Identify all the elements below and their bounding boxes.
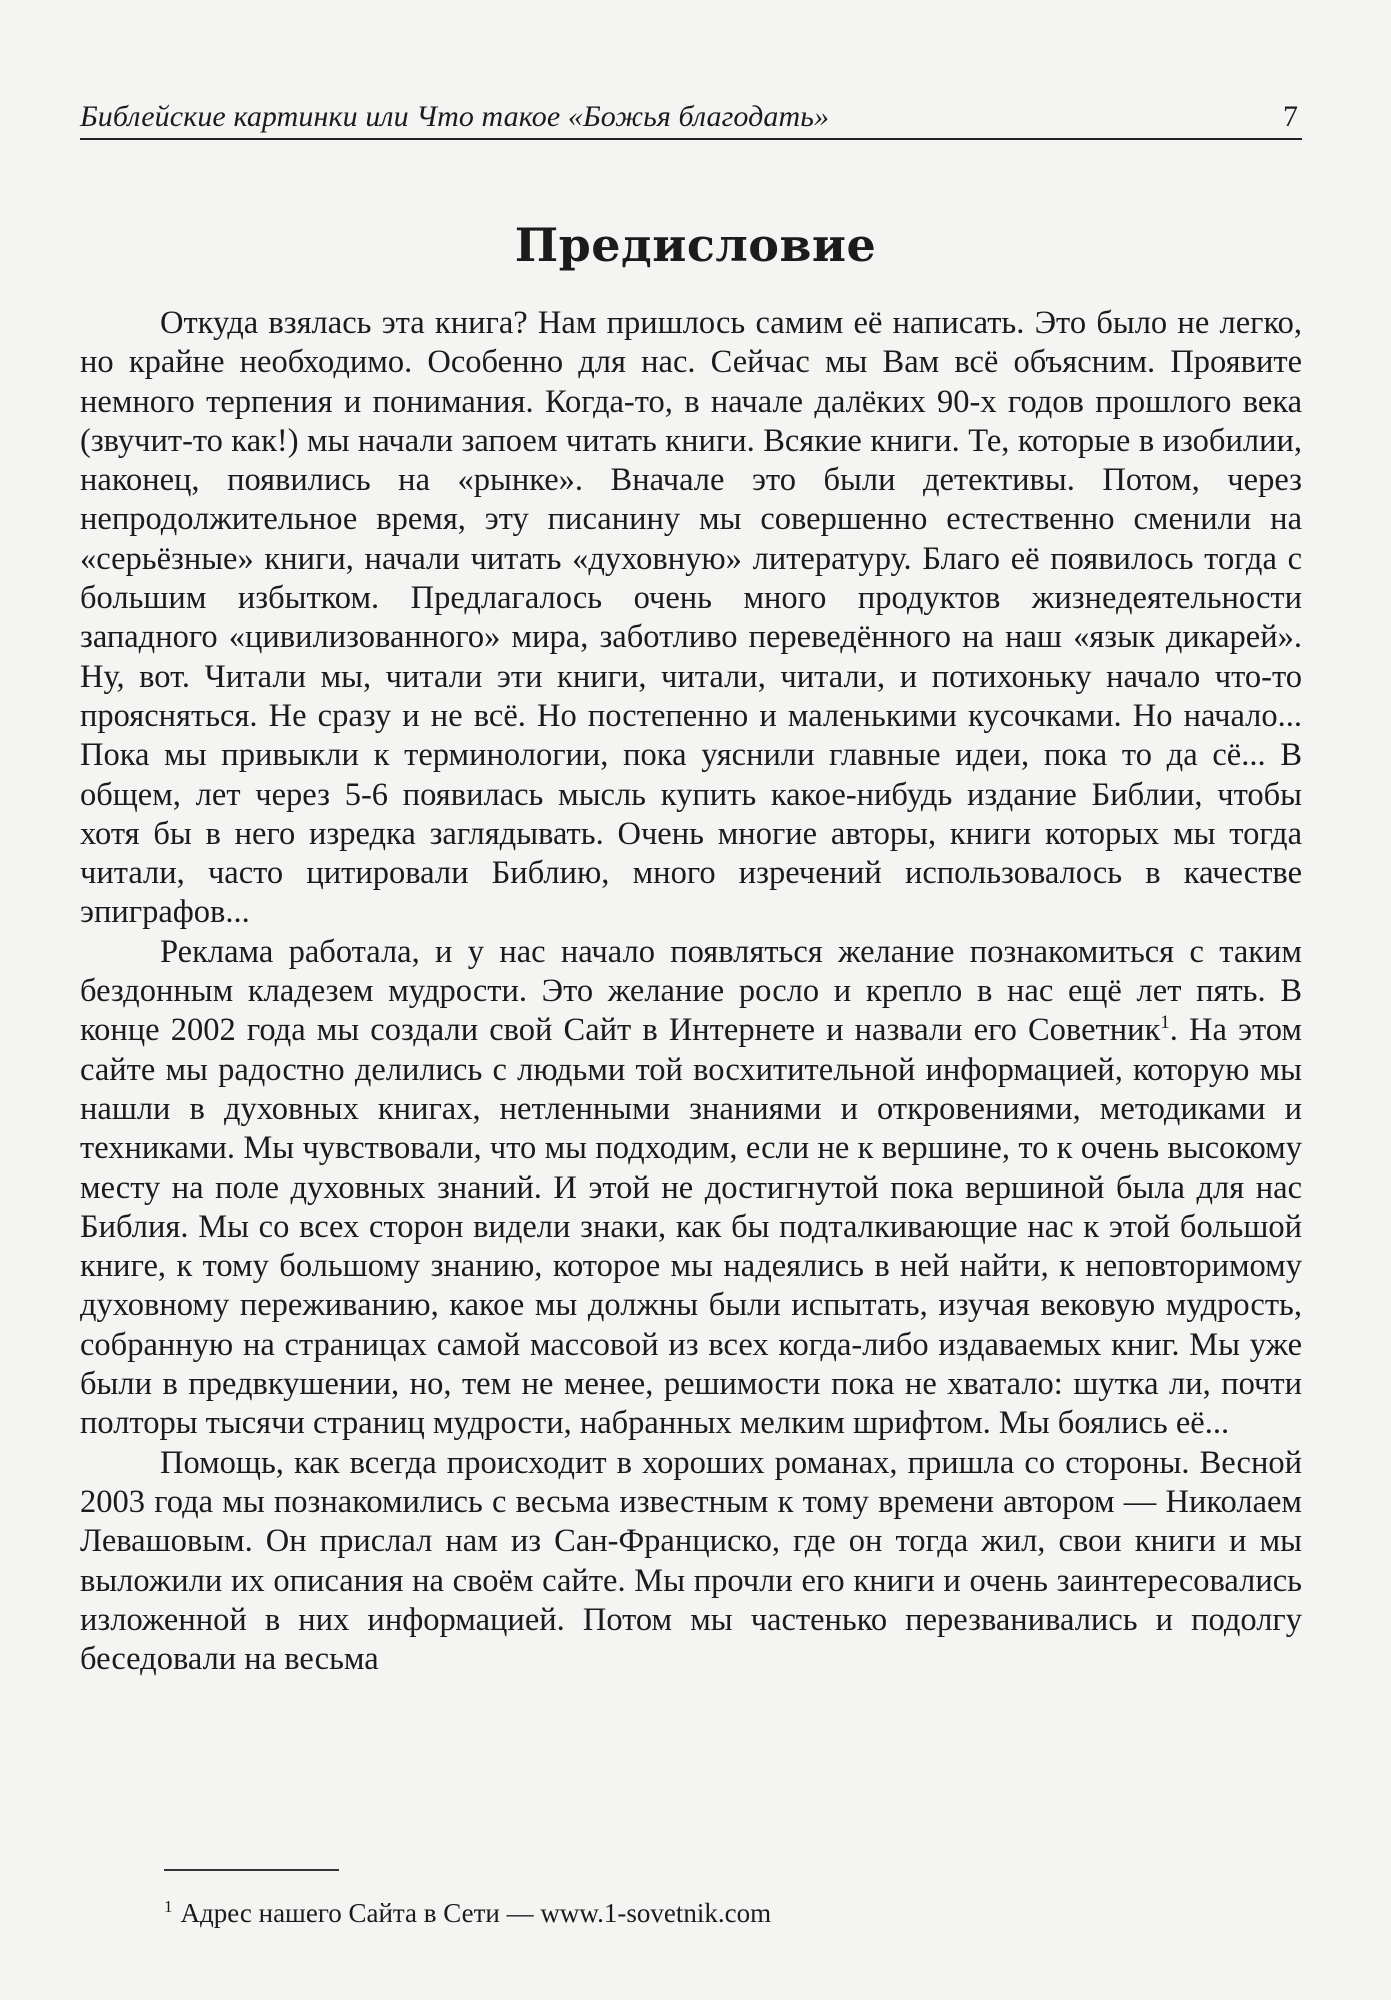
body-text (80, 304, 1302, 1679)
running-title: Библейские картинки или Что такое «Божья благодать» (80, 100, 830, 133)
footnote-number: 1 (164, 1897, 173, 1916)
paragraph-3: Помощь, как всегда происходит в хороших романах, пришла со стороны. Весной 2003 года мы познакомились с весьма известным к тому времени автором — Николаем Левашовым. Он прислал нам из Сан-Франциско, где он тогда жил, свои книги и мы выложили их описания на своём сайте. Мы прочли его книги и очень заинтересовались изложенной в них информацией. Потом мы частенько перезванивались и подолгу беседовали на весьма (80, 1444, 1302, 1678)
footnote-divider (164, 1869, 339, 1871)
footnote-reference: 1 (1160, 1012, 1170, 1034)
footnote-text: Адрес нашего Сайта в Сети — www.1-sovetnik.com (180, 1898, 772, 1928)
paragraph-2-text-end: . На этом сайте мы радостно делились с людьми той восхитительной информацией, которую мы нашли в духовных книгах, нетленными знаниями и откровениями, методиками и техниками. Мы чувствовали, что мы подходим, если не к вершине, то к очень высокому месту на поле духовных знаний. И этой не достигнутой пока вершиной была для нас Библия. Мы со всех сторон видели знаки, как бы подталкивающие нас к этой большой книге, к тому большому знанию, которое мы надеялись в ней найти, к неповторимому духовному переживанию, какое мы должны были испытать, изучая вековую мудрость, собранную на страницах самой массовой из всех когда-либо издаваемых книг. Мы уже были в предвкушении, но, тем не менее, решимости пока не хватало: шутка ли, почти полторы тысячи страниц мудрости, набранных мелким шрифтом. Мы боялись её... (80, 1012, 1302, 1442)
paragraph-2-text-start: Реклама работала, и у нас начало появляться желание познакомиться с таким бездонным кладезем мудрости. Это желание росло и крепло в нас ещё лет пять. В конце 2002 года мы создали свой Сайт в Интернете и назвали его Советник (80, 933, 1302, 1049)
chapter-title: Предисловие (514, 218, 877, 272)
footnote (164, 1898, 771, 1929)
paragraph-1: Откуда взялась эта книга? Нам пришлось самим её написать. Это было не легко, но крайне необходимо. Особенно для нас. Сейчас мы Вам всё объясним. Проявите немного терпения и понимания. Когда-то, в начале далёких 90-х годов прошлого века (звучит-то как!) мы начали запоем читать книги. Всякие книги. Те, которые в изобилии, наконец, появились на «рынке». Вначале это были детективы. Потом, через непродолжительное время, эту писанину мы совершенно естественно сменили на «серьёзные» книги, начали читать «духовную» литературу. Благо её появилось тогда с большим избытком. Предлагалось очень много продуктов жизнедеятельности западного «цивилизованного» мира, заботливо переведённого на наш «язык дикарей». Ну, вот. Читали мы, читали эти книги, читали, читали, и потихоньку начало что-то проясняться. Не сразу и не всё. Но постепенно и маленькими кусочками. Но начало... Пока мы привыкли к терминологии, пока уяснили главные идеи, пока то да сё... В общем, лет через 5-6 появилась мысль купить какое-нибудь издание Библии, чтобы хотя бы в него изредка заглядывать. Очень многие авторы, книги которых мы тогда читали, часто цитировали Библию, много изречений использовалось в качестве эпиграфов... (80, 305, 1302, 931)
paragraph-2 (80, 933, 1302, 1444)
running-header (80, 98, 1302, 140)
page-number: 7 (1283, 100, 1298, 133)
